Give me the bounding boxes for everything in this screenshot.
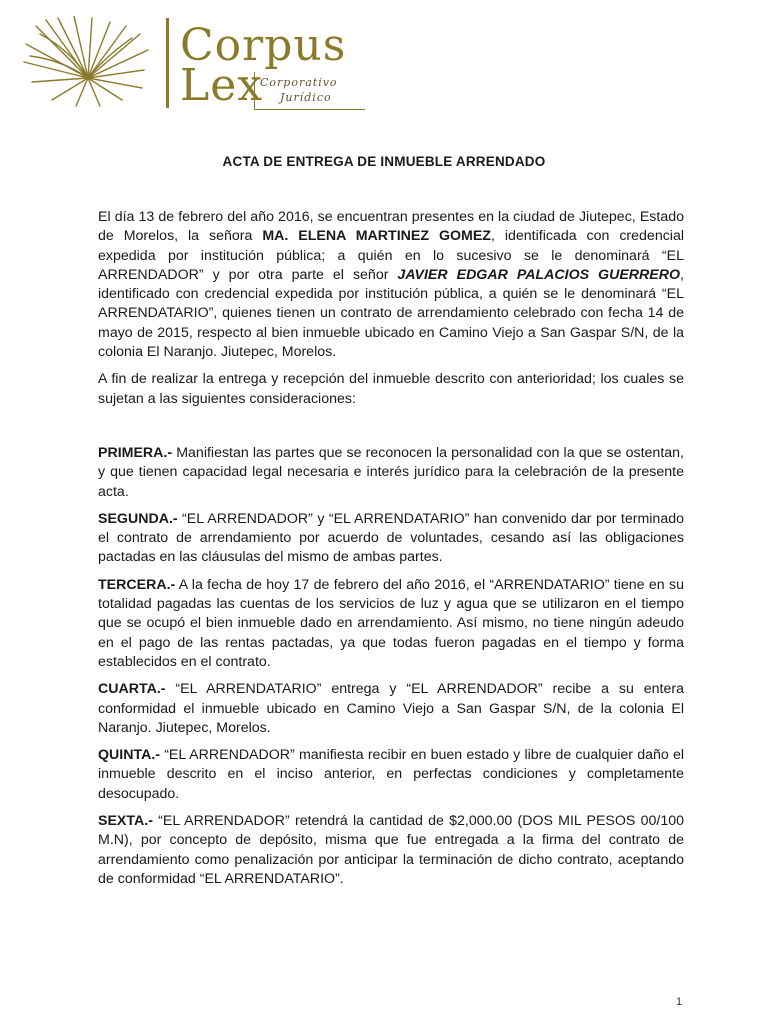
logo-word-corpus: Corpus xyxy=(180,20,347,71)
page-number: 1 xyxy=(676,996,683,1008)
clause-text: Manifiestan las partes que se reconocen la personalidad con la que se ostentan, y que tienen capacidad legal necesaria e interés jurídico para la celebración de la presente acta. xyxy=(98,444,684,500)
logo-subtitle-corporativo: Corporativo xyxy=(260,76,338,89)
intro-text-2: , identificada con credencial expedida por institución pública; a quién en lo sucesivo se le denominará “EL ARRENDADOR” y por otra parte el señor xyxy=(98,228,685,283)
clause-label: TERCERA.- xyxy=(98,576,176,593)
document-body xyxy=(98,208,684,897)
logo-divider xyxy=(166,18,169,108)
clause-cuarta xyxy=(98,680,684,738)
sunburst-logo-icon xyxy=(22,16,150,108)
considerations-paragraph: A fin de realizar la entrega y recepción del inmueble descrito con anterioridad; los cuales se sujetan a las siguientes consideraciones: xyxy=(98,371,684,407)
clause-label: SEGUNDA.- xyxy=(98,510,178,527)
clause-label: CUARTA.- xyxy=(98,681,166,698)
clause-label: SEXTA.- xyxy=(98,813,153,830)
logo-word-lex: Lex xyxy=(180,60,264,111)
clause-text: “EL ARRENDATARIO” entrega y “EL ARRENDADOR” recibe a su entera conformidad el inmueble ubicado en Camino Viejo a San Gaspar S/N, de la colonia El Naranjo. Jiutepec, Morelos. xyxy=(98,681,684,736)
lessor-name: MA. ELENA MARTINEZ GOMEZ xyxy=(262,228,491,245)
intro-paragraph xyxy=(98,208,684,362)
clause-text: A la fecha de hoy 17 de febrero del año 2016, el “ARRENDATARIO” tiene en su totalidad pagadas las cuentas de los servicios de luz y agua que se utilizaron en el tiempo que se ocupó el bien inmueble dado en arrendamiento. Así mismo, no tiene ningún adeudo en el pago de las rentas pactadas, ya que todas fueron pagadas en el tiempo y forma establecidos en el contrato. xyxy=(98,576,684,670)
intro-text-3: , identificado con credencial expedida por institución pública, a quién se le denominará “EL ARRENDATARIO”, quienes tienen un contrato de arrendamiento celebrado con fecha 14 de mayo de 2015, respecto al bien inmueble ubicado en Camino Viejo a San Gaspar S/N, de la colonia El Naranjo. Jiutepec, Morelos. xyxy=(98,266,684,361)
intro-text-1: El día 13 de febrero del año 2016, se encuentran presentes en la ciudad de Jiutepec, Estado de Morelos, la señora xyxy=(98,209,684,245)
document-title: ACTA DE ENTREGA DE INMUEBLE ARRENDADO xyxy=(222,154,546,169)
corpus-lex-logo xyxy=(22,16,352,112)
clause-text: “EL ARRENDADOR” retendrá la cantidad de $2,000.00 (DOS MIL PESOS 00/100 M.N), por concepto de depósito, misma que fue entregada a la firma del contrato de arrendamiento como penalización por anticipar la terminación de dicho contrato, aceptando de conformidad “EL ARRENDATARIO”. xyxy=(98,813,684,887)
clause-primera xyxy=(98,444,684,502)
clause-text: “EL ARRENDADOR” manifiesta recibir en buen estado y libre de cualquier daño el inmueble descrito en el inciso anterior, en perfectas condiciones y completamente desocupado. xyxy=(98,747,684,802)
clause-quinta xyxy=(98,746,684,804)
clause-tercera xyxy=(98,576,684,672)
clause-text: “EL ARRENDADOR” y “EL ARRENDATARIO” han convenido dar por terminado el contrato de arrendamiento por acuerdo de voluntades, cesando así las obligaciones pactadas en las cláusulas del mismo de ambas partes. xyxy=(98,510,684,566)
clause-label: QUINTA.- xyxy=(98,747,160,764)
logo-subtitle-juridico: Jurídico xyxy=(280,91,332,104)
clause-label: PRIMERA.- xyxy=(98,444,173,461)
lessee-name: JAVIER EDGAR PALACIOS GUERRERO xyxy=(397,266,681,283)
clause-segunda xyxy=(98,510,684,568)
clause-sexta xyxy=(98,812,684,889)
